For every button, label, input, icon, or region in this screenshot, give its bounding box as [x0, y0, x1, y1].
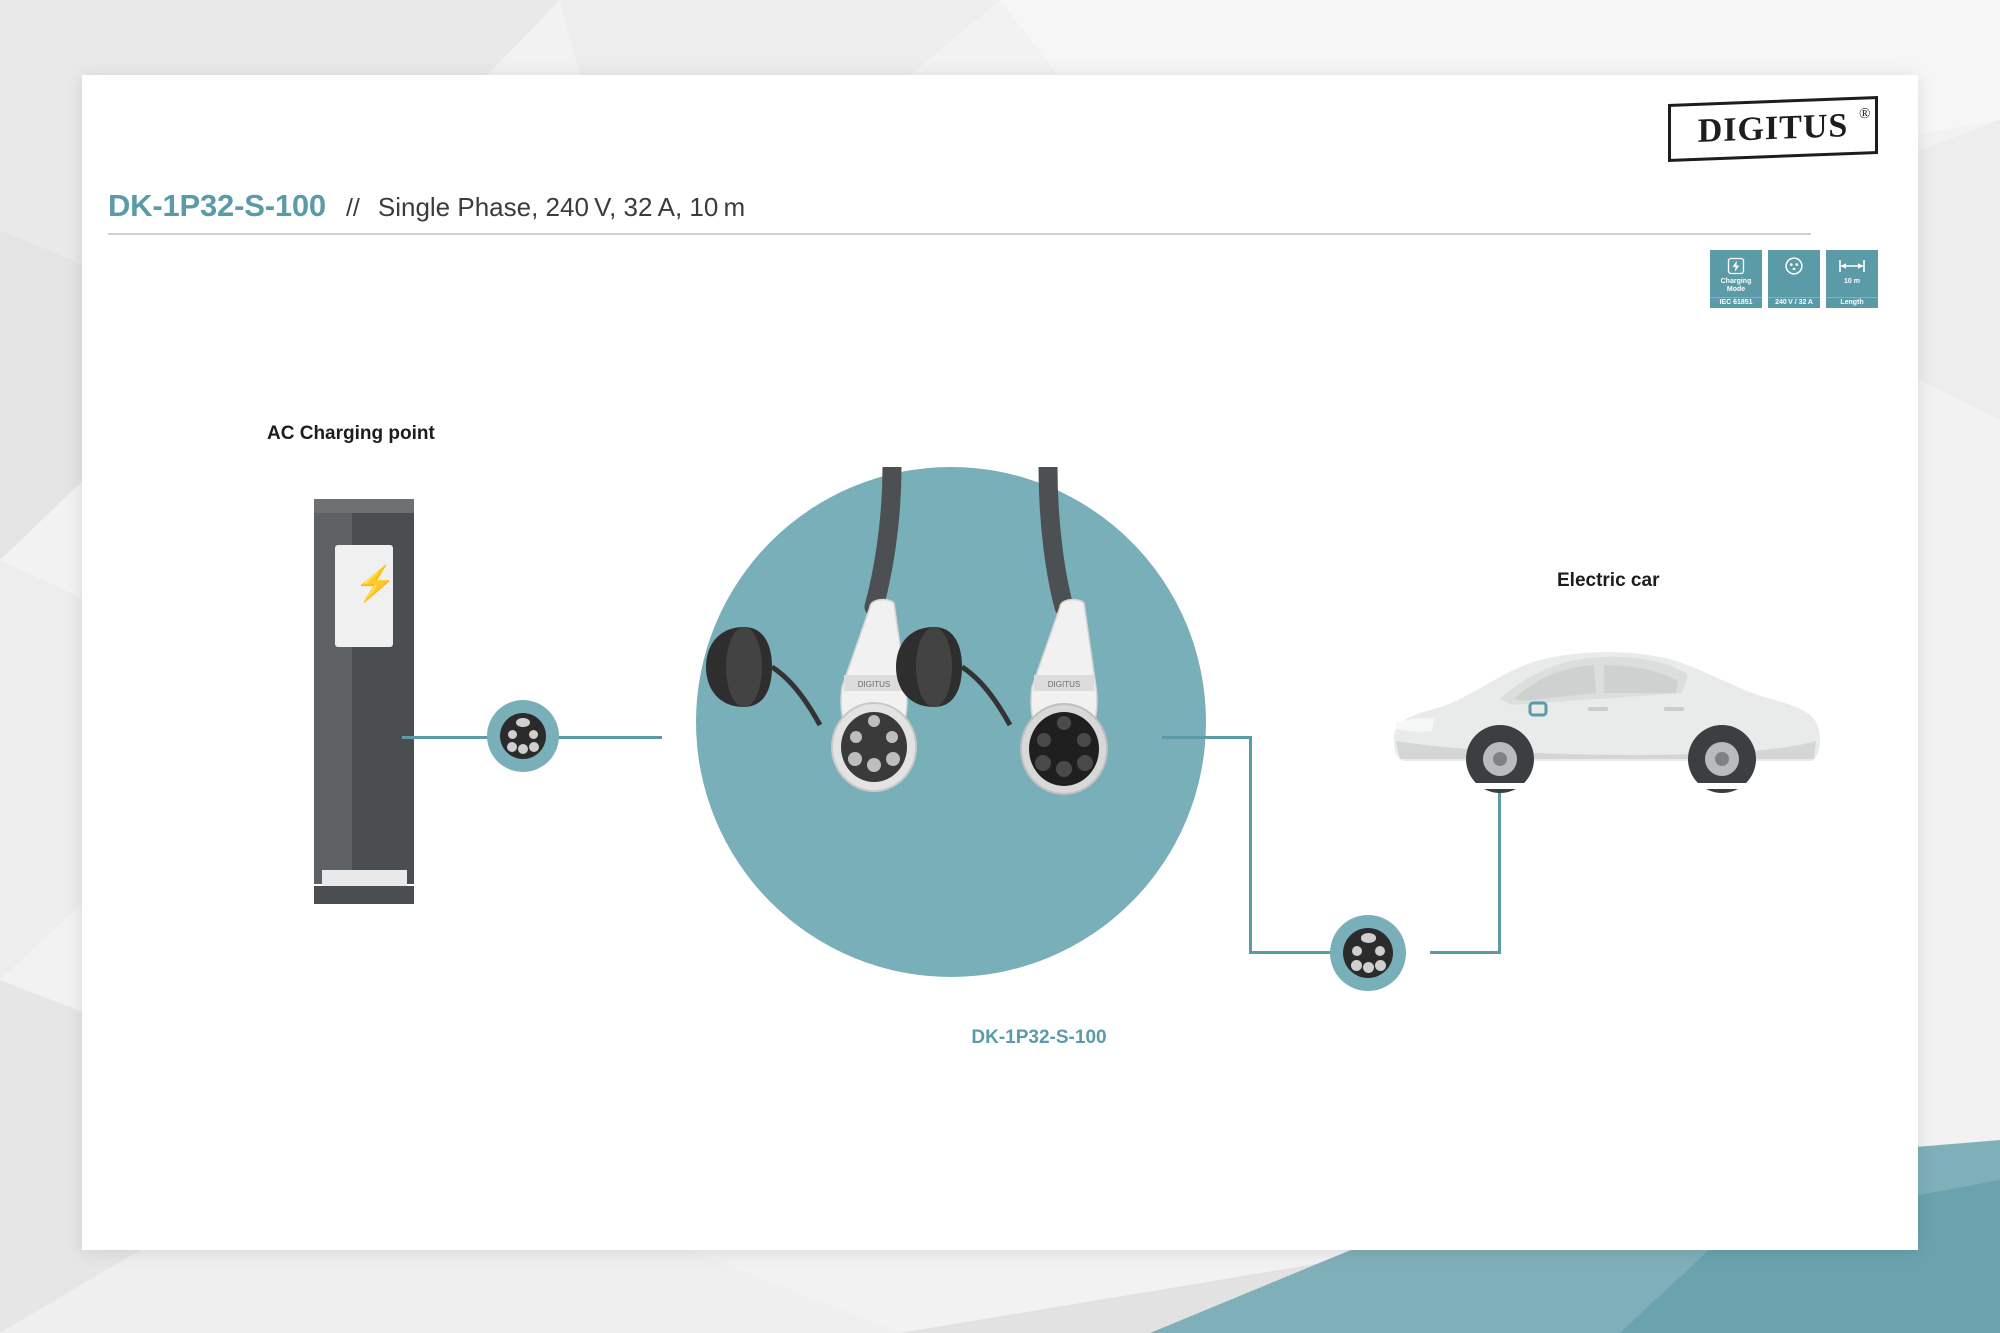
type2-socket-right-icon — [1330, 915, 1406, 991]
label-product-caption: DK-1P32-S-100 — [971, 1027, 1107, 1048]
label-ac-charging-point: AC Charging point — [267, 423, 435, 444]
pole-top — [314, 499, 414, 513]
pin — [1363, 962, 1374, 973]
connector-line-right-a — [1162, 736, 1252, 739]
plug-face — [500, 713, 546, 759]
lightning-bolt-icon: ⚡ — [354, 565, 397, 603]
product-code: DK-1P32-S-100 — [108, 188, 326, 223]
pin — [518, 744, 528, 754]
pin — [1352, 946, 1362, 956]
pin — [1361, 933, 1376, 943]
badge-bottom: 240 V / 32 A — [1768, 297, 1820, 308]
logo-text: DIGITUS — [1697, 107, 1849, 150]
title-separator: // — [345, 194, 360, 222]
pin — [1375, 960, 1386, 971]
electric-car-illustration — [1382, 623, 1832, 823]
pin — [529, 730, 538, 739]
label-electric-car: Electric car — [1557, 570, 1660, 591]
connector-line-right-vertical — [1249, 736, 1252, 954]
pin — [516, 718, 530, 727]
pin — [529, 742, 539, 752]
connector-line-right-c — [1430, 951, 1500, 954]
badge-line1: Charging — [1720, 278, 1752, 285]
digitus-logo — [1668, 100, 1878, 158]
type2-socket-left-icon — [487, 700, 559, 772]
title-divider — [108, 233, 1811, 235]
product-description: Single Phase, 240 V, 32 A, 10 m — [377, 192, 746, 222]
pole-base-lower — [314, 886, 414, 904]
spec-badges — [1710, 250, 1878, 308]
pole-base-upper — [322, 870, 407, 886]
slide-canvas — [82, 75, 1918, 1250]
logo-registered-icon: ® — [1858, 105, 1870, 123]
badge-charging-mode — [1710, 250, 1762, 308]
page-title — [108, 188, 1808, 224]
charging-mode-icon — [1726, 254, 1746, 278]
plug-face — [1343, 928, 1393, 978]
badge-bottom: IEC 61851 — [1710, 297, 1762, 308]
connector-line-left-a — [402, 736, 492, 739]
pin — [1351, 960, 1362, 971]
pin — [1375, 946, 1385, 956]
svg-text:DIGITUS: DIGITUS — [857, 680, 891, 689]
badge-length — [1826, 250, 1878, 308]
badge-voltage-current — [1768, 250, 1820, 308]
connector-line-left-b — [552, 736, 662, 739]
connector-line-right-b — [1249, 951, 1337, 954]
pin — [508, 730, 517, 739]
length-arrow-icon — [1837, 254, 1867, 278]
charging-cable-illustration — [696, 467, 1206, 977]
badge-bottom: Length — [1826, 297, 1878, 308]
svg-text:DIGITUS: DIGITUS — [1047, 680, 1081, 689]
pin — [507, 742, 517, 752]
badge-line1: 10 m — [1844, 278, 1860, 285]
badge-line2: Mode — [1726, 286, 1746, 293]
socket-icon — [1783, 254, 1805, 278]
